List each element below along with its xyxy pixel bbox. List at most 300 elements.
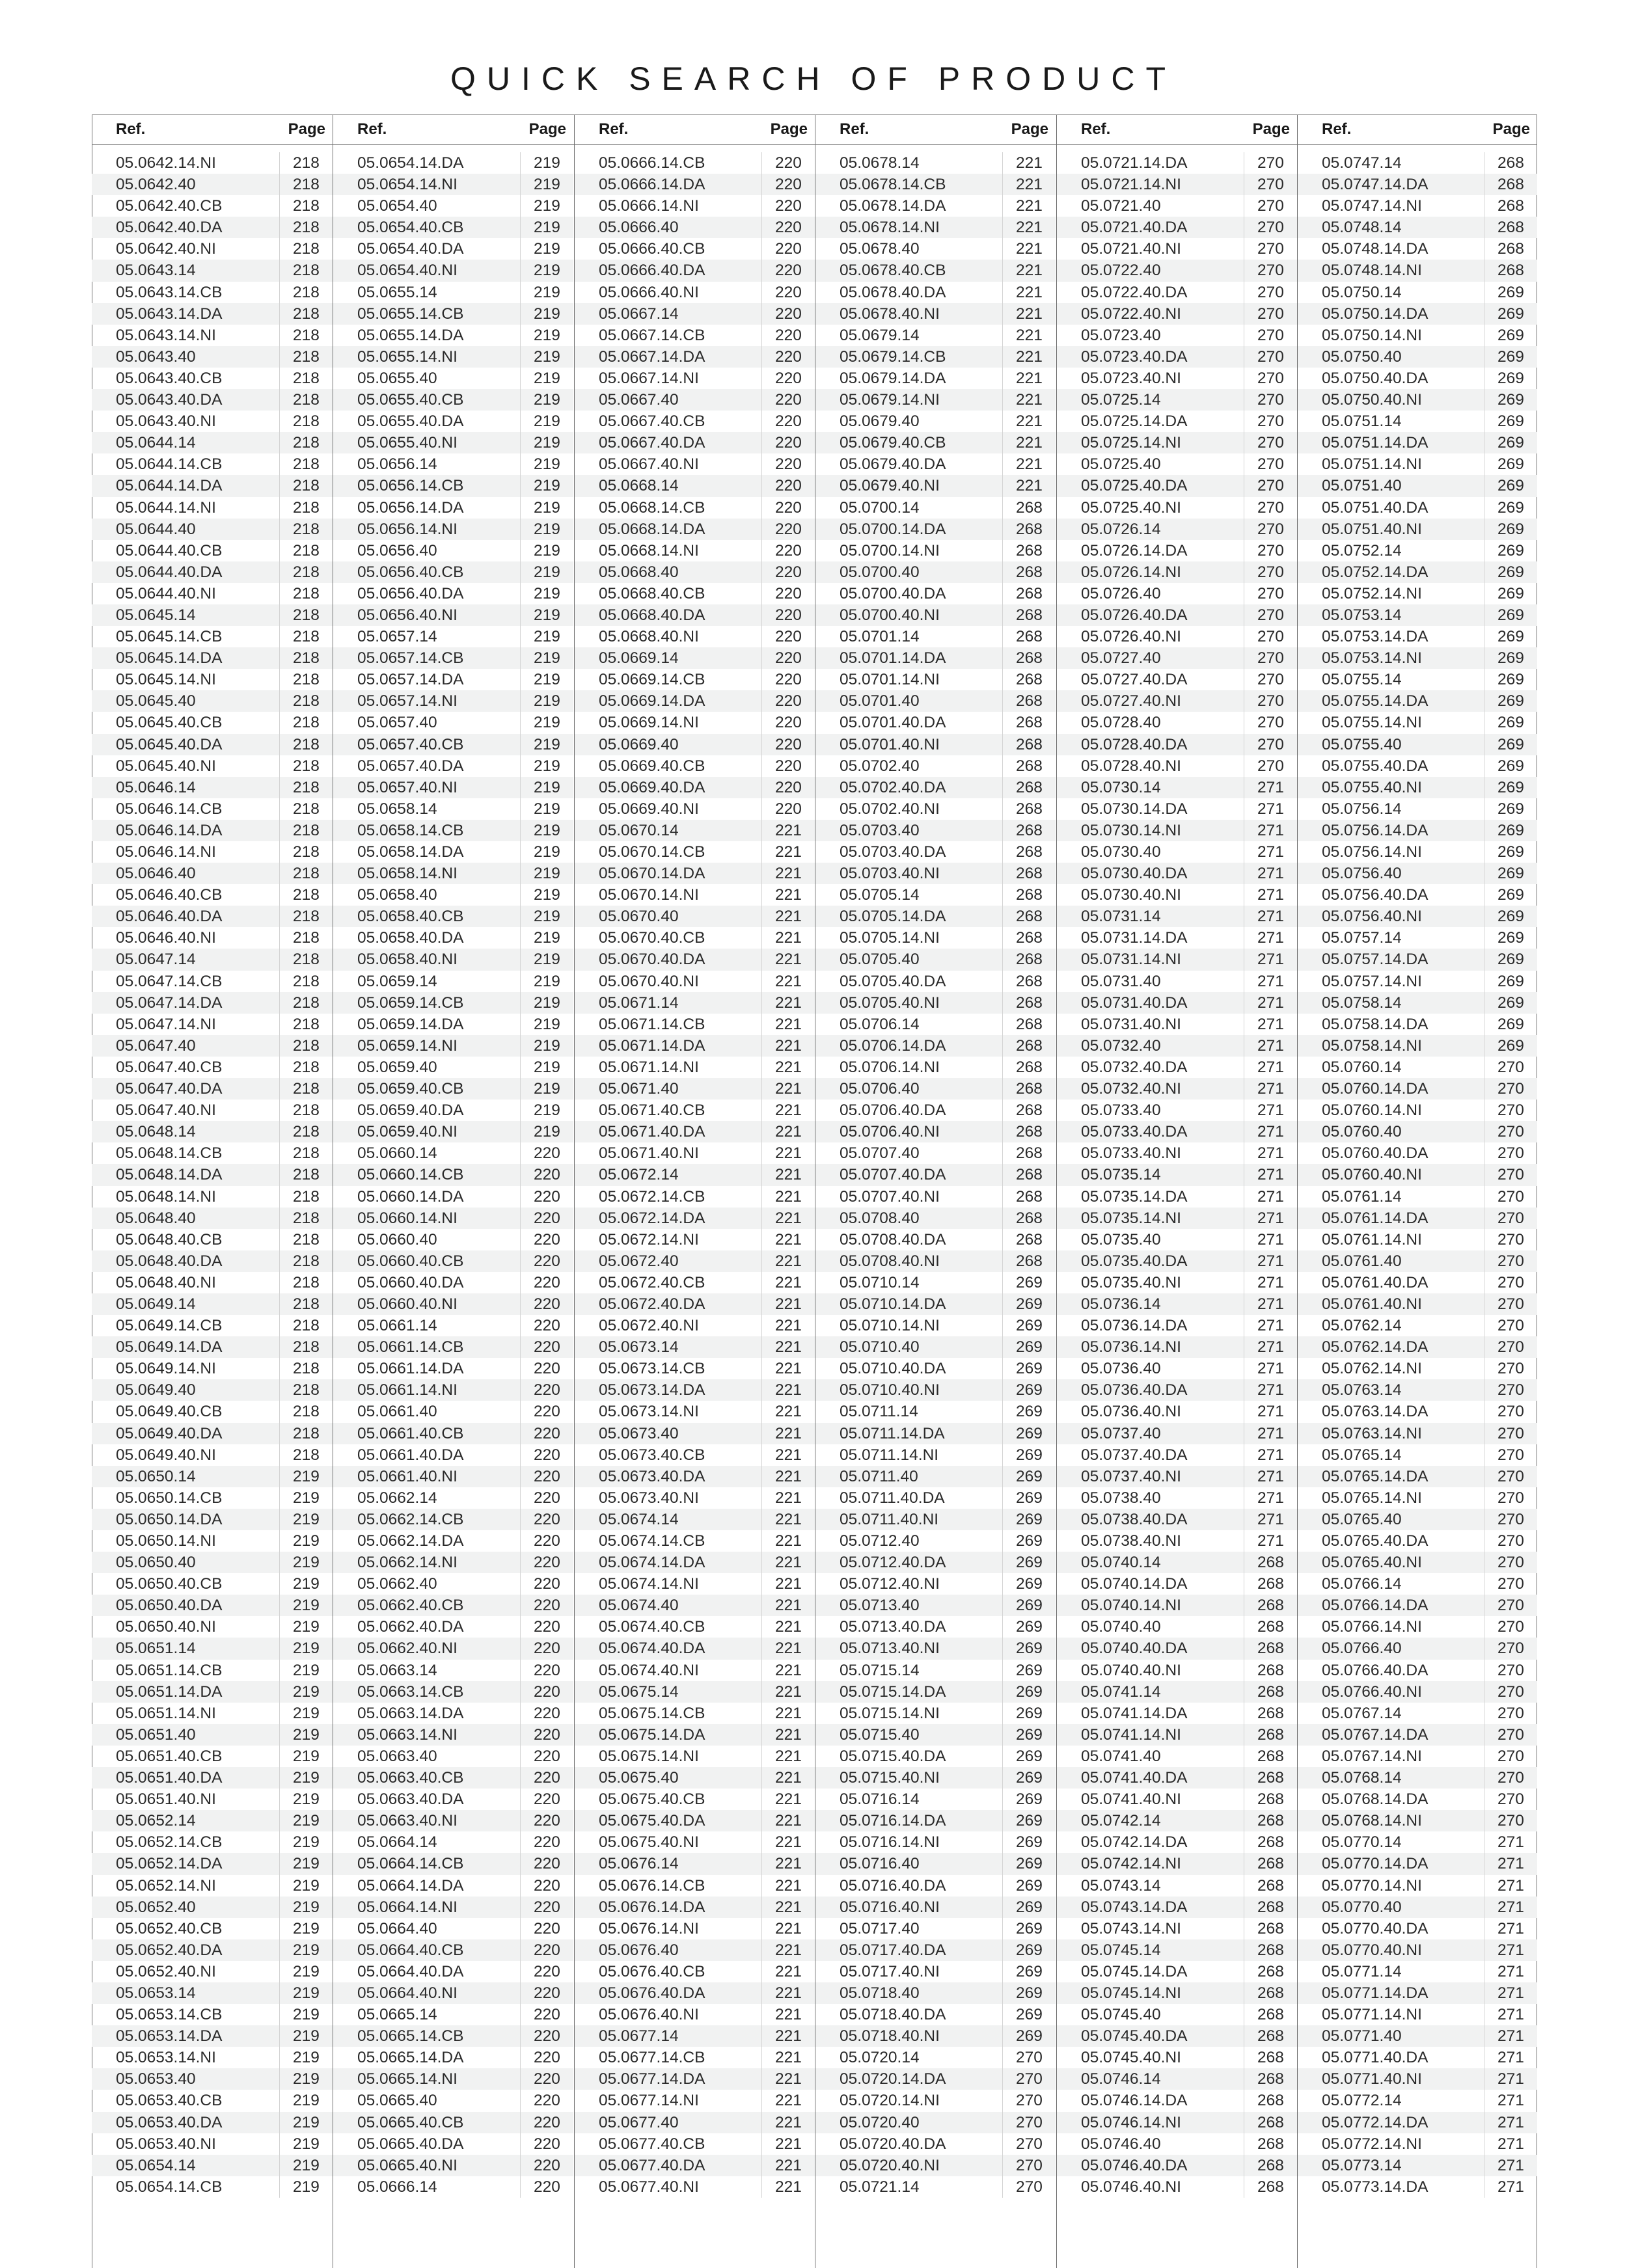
page-number: 219 xyxy=(520,540,573,561)
table-row xyxy=(575,2047,815,2068)
table-row xyxy=(1057,1982,1297,2004)
page-number: 220 xyxy=(761,734,815,755)
page-number: 270 xyxy=(1244,368,1297,389)
table-row xyxy=(333,1078,573,1100)
table-row xyxy=(333,2176,573,2198)
page-number: 269 xyxy=(1484,1014,1537,1035)
page-number: 221 xyxy=(1002,432,1056,453)
table-row xyxy=(333,561,573,583)
ref-code: 05.0735.14.NI xyxy=(1081,1209,1181,1227)
ref-code: 05.0717.40 xyxy=(840,1919,920,1937)
table-row xyxy=(815,1616,1056,1638)
page-number: 221 xyxy=(761,2176,815,2198)
page-number: 270 xyxy=(1002,2090,1056,2111)
table-row xyxy=(1298,2047,1537,2068)
table-row xyxy=(92,669,333,690)
page-number: 270 xyxy=(1244,734,1297,755)
table-row xyxy=(575,217,815,238)
table-row xyxy=(815,2176,1056,2198)
ref-code: 05.0646.40 xyxy=(116,865,196,883)
ref-code: 05.0765.14.NI xyxy=(1322,1489,1422,1507)
ref-code: 05.0658.40.NI xyxy=(357,951,458,969)
table-row xyxy=(575,1509,815,1530)
page-number: 269 xyxy=(1484,669,1537,690)
table-row xyxy=(1057,841,1297,863)
page-number: 268 xyxy=(1244,1810,1297,1831)
page-number: 220 xyxy=(761,346,815,368)
page-number: 271 xyxy=(1484,2112,1537,2133)
page-number: 270 xyxy=(1484,1746,1537,1767)
page-number: 221 xyxy=(761,1100,815,1121)
page-number: 269 xyxy=(1002,1789,1056,1810)
page-number: 220 xyxy=(761,669,815,690)
ref-code: 05.0705.14.NI xyxy=(840,929,940,947)
page-number: 219 xyxy=(520,1078,573,1100)
page-number: 221 xyxy=(761,1466,815,1487)
page-number: 271 xyxy=(1484,2047,1537,2068)
ref-code: 05.0725.14.DA xyxy=(1081,412,1188,431)
table-row xyxy=(92,841,333,863)
column-rows xyxy=(575,152,815,2198)
table-row xyxy=(575,1660,815,1681)
page-number: 269 xyxy=(1002,1552,1056,1573)
page-number: 218 xyxy=(279,734,333,755)
ref-code: 05.0761.14.NI xyxy=(1322,1230,1422,1249)
table-row xyxy=(1057,346,1297,368)
table-row xyxy=(1057,540,1297,561)
page-number: 221 xyxy=(761,1961,815,1982)
ref-code: 05.0645.40.CB xyxy=(116,714,223,732)
table-row xyxy=(333,346,573,368)
page-number: 268 xyxy=(1002,1121,1056,1142)
ref-code: 05.0711.14.NI xyxy=(840,1446,939,1464)
ref-code: 05.0648.14 xyxy=(116,1123,196,1141)
ref-code: 05.0736.40.NI xyxy=(1081,1403,1181,1421)
table-row xyxy=(92,1250,333,1272)
ref-code: 05.0760.40 xyxy=(1322,1123,1402,1141)
ref-code: 05.0672.14.NI xyxy=(599,1230,699,1249)
ref-code: 05.0672.40.NI xyxy=(599,1317,699,1335)
page-number: 220 xyxy=(520,1250,573,1272)
page-number: 221 xyxy=(761,1573,815,1595)
table-row xyxy=(333,1552,573,1573)
table-row xyxy=(575,561,815,583)
page-number: 268 xyxy=(1002,1250,1056,1272)
table-row xyxy=(92,1078,333,1100)
page-number: 219 xyxy=(520,992,573,1014)
ref-code: 05.0673.14.DA xyxy=(599,1381,705,1399)
table-row xyxy=(1298,453,1537,475)
table-row xyxy=(1057,669,1297,690)
ref-code: 05.0655.40.CB xyxy=(357,391,464,409)
ref-code: 05.0658.14.NI xyxy=(357,865,458,883)
page-number: 218 xyxy=(279,992,333,1014)
table-row xyxy=(333,1638,573,1659)
table-row xyxy=(1057,1229,1297,1250)
page-number: 268 xyxy=(1002,626,1056,647)
page-number: 270 xyxy=(1484,1509,1537,1530)
table-row xyxy=(575,1961,815,1982)
ref-code: 05.0770.14.DA xyxy=(1322,1855,1429,1873)
table-row xyxy=(1298,1703,1537,1724)
page-number: 268 xyxy=(1244,2112,1297,2133)
ref-code: 05.0772.14.NI xyxy=(1322,2135,1422,2153)
page-number: 221 xyxy=(1002,325,1056,346)
table-row xyxy=(1298,1229,1537,1250)
ref-code: 05.0674.14 xyxy=(599,1510,679,1528)
page-number: 271 xyxy=(1244,971,1297,992)
page-number: 268 xyxy=(1244,1982,1297,2004)
ref-code: 05.0720.40 xyxy=(840,2113,920,2131)
page-number: 270 xyxy=(1484,1379,1537,1401)
table-row xyxy=(1298,884,1537,906)
ref-code: 05.0652.40 xyxy=(116,1898,196,1916)
page-number: 270 xyxy=(1484,1552,1537,1573)
page-number: 218 xyxy=(279,1014,333,1035)
table-row xyxy=(575,2155,815,2176)
page-number: 270 xyxy=(1244,217,1297,238)
table-row xyxy=(575,1875,815,1897)
ref-code: 05.0707.40.NI xyxy=(840,1187,940,1206)
page-number: 220 xyxy=(520,1703,573,1724)
table-row xyxy=(1298,1336,1537,1358)
ref-code: 05.0650.40.NI xyxy=(116,1618,216,1636)
page-number: 221 xyxy=(761,927,815,949)
page-number: 268 xyxy=(1002,497,1056,519)
ref-code: 05.0674.40 xyxy=(599,1597,679,1615)
table-row xyxy=(575,1595,815,1616)
ref-code: 05.0748.14.DA xyxy=(1322,240,1429,258)
table-row xyxy=(1298,1660,1537,1681)
table-row xyxy=(575,238,815,260)
table-row xyxy=(333,1444,573,1466)
page-number: 268 xyxy=(1002,1057,1056,1078)
ref-code: 05.0707.40.DA xyxy=(840,1166,946,1184)
page-number: 269 xyxy=(1002,1530,1056,1552)
page-number: 219 xyxy=(279,1530,333,1552)
page-number: 218 xyxy=(279,1315,333,1336)
ref-code: 05.0648.14.CB xyxy=(116,1144,223,1163)
ref-code: 05.0722.40.NI xyxy=(1081,304,1181,323)
page-number: 271 xyxy=(1244,1208,1297,1229)
page-number: 270 xyxy=(1002,2068,1056,2090)
page-number: 220 xyxy=(520,2090,573,2111)
page-number: 218 xyxy=(279,1250,333,1272)
table-row xyxy=(333,238,573,260)
table-row xyxy=(92,1186,333,1208)
table-row xyxy=(92,1897,333,1918)
table-row xyxy=(575,453,815,475)
ref-code: 05.0700.14 xyxy=(840,498,920,517)
ref-code: 05.0646.14.DA xyxy=(116,821,223,839)
table-row xyxy=(1298,798,1537,820)
table-row xyxy=(815,1293,1056,1315)
table-row xyxy=(575,1573,815,1595)
ref-code: 05.0679.14 xyxy=(840,326,920,344)
ref-code: 05.0745.40 xyxy=(1081,2006,1161,2024)
page-number: 269 xyxy=(1484,604,1537,626)
page-number: 219 xyxy=(279,1703,333,1724)
ref-code: 05.0750.14.NI xyxy=(1322,326,1422,344)
table-row xyxy=(1057,1875,1297,1897)
page-number: 221 xyxy=(761,1810,815,1831)
table-row xyxy=(575,1164,815,1185)
table-row xyxy=(575,2025,815,2047)
page-number: 221 xyxy=(761,820,815,841)
page-number: 270 xyxy=(1002,2133,1056,2155)
ref-code: 05.0703.40 xyxy=(840,821,920,839)
table-row xyxy=(1298,755,1537,777)
page-number: 221 xyxy=(761,2133,815,2155)
table-row xyxy=(92,1379,333,1401)
page-number: 221 xyxy=(761,992,815,1014)
table-row xyxy=(815,1466,1056,1487)
page-number: 218 xyxy=(279,152,333,174)
ref-code: 05.0666.40.DA xyxy=(599,262,705,280)
page-number: 270 xyxy=(1244,712,1297,733)
ref-code: 05.0654.14.NI xyxy=(357,176,458,194)
ref-code: 05.0755.14 xyxy=(1322,671,1402,689)
page-number: 270 xyxy=(1484,1401,1537,1422)
page-number: 270 xyxy=(1484,1142,1537,1164)
page-number: 218 xyxy=(279,238,333,260)
table-row xyxy=(575,1423,815,1444)
table-row xyxy=(1298,2112,1537,2133)
page-number: 218 xyxy=(279,669,333,690)
ref-code: 05.0678.40 xyxy=(840,240,920,258)
page-number: 269 xyxy=(1002,1293,1056,1315)
page-number: 221 xyxy=(1002,217,1056,238)
page-number: 269 xyxy=(1002,1358,1056,1379)
page-number: 271 xyxy=(1484,1982,1537,2004)
page-number: 221 xyxy=(761,2090,815,2111)
table-row xyxy=(815,1703,1056,1724)
page-number: 269 xyxy=(1002,1724,1056,1746)
ref-code: 05.0670.40.CB xyxy=(599,929,705,947)
page-number: 270 xyxy=(1244,303,1297,325)
ref-code: 05.0671.40.DA xyxy=(599,1123,705,1141)
ref-code: 05.0736.14.DA xyxy=(1081,1317,1188,1335)
page-number: 219 xyxy=(520,820,573,841)
ref-code: 05.0671.14 xyxy=(599,993,679,1012)
ref-code: 05.0755.14.DA xyxy=(1322,692,1429,710)
page-number: 218 xyxy=(279,260,333,281)
table-row xyxy=(92,1789,333,1810)
ref-code: 05.0657.40 xyxy=(357,714,437,732)
page-title: QUICK SEARCH OF PRODUCT xyxy=(450,61,1177,97)
table-row xyxy=(92,152,333,174)
ref-code: 05.0710.40.NI xyxy=(840,1381,940,1399)
ref-code: 05.0672.14 xyxy=(599,1166,679,1184)
ref-code: 05.0642.40 xyxy=(116,176,196,194)
table-row xyxy=(1057,1746,1297,1767)
ref-code: 05.0733.40.NI xyxy=(1081,1144,1181,1163)
page-number: 219 xyxy=(520,798,573,820)
ref-code: 05.0700.14.DA xyxy=(840,520,946,538)
page-number: 271 xyxy=(1244,1035,1297,1057)
table-row xyxy=(815,540,1056,561)
table-row xyxy=(575,1789,815,1810)
page-header: Page xyxy=(528,120,566,138)
ref-code: 05.0725.40.DA xyxy=(1081,477,1188,495)
table-row xyxy=(333,1014,573,1035)
table-row xyxy=(1057,195,1297,217)
table-row xyxy=(1298,325,1537,346)
ref-code: 05.0656.40.DA xyxy=(357,584,464,602)
column-rows xyxy=(1057,152,1297,2198)
page-number: 271 xyxy=(1244,777,1297,798)
page-number: 268 xyxy=(1244,1724,1297,1746)
table-row xyxy=(92,1423,333,1444)
table-row xyxy=(333,798,573,820)
table-row xyxy=(1057,2155,1297,2176)
ref-code: 05.0661.14.DA xyxy=(357,1360,464,1378)
table-row xyxy=(92,1100,333,1121)
ref-code: 05.0701.40.NI xyxy=(840,735,940,753)
ref-code: 05.0771.40.NI xyxy=(1322,2070,1422,2088)
ref-code: 05.0642.40.DA xyxy=(116,219,223,237)
ref-code: 05.0669.14.NI xyxy=(599,714,699,732)
ref-code: 05.0662.40.NI xyxy=(357,1640,458,1658)
ref-code: 05.0732.40.DA xyxy=(1081,1058,1188,1076)
ref-code: 05.0761.14.DA xyxy=(1322,1209,1429,1227)
page-number: 270 xyxy=(1244,389,1297,411)
table-row xyxy=(575,195,815,217)
table-row xyxy=(575,303,815,325)
table-row xyxy=(575,1336,815,1358)
ref-code: 05.0676.14.CB xyxy=(599,1876,705,1895)
page-number: 271 xyxy=(1244,1057,1297,1078)
page-number: 270 xyxy=(1484,1487,1537,1509)
page-number: 218 xyxy=(279,949,333,970)
table-row xyxy=(1298,174,1537,195)
table-row xyxy=(1298,583,1537,604)
page-number: 221 xyxy=(761,1014,815,1035)
table-row xyxy=(333,1746,573,1767)
ref-code: 05.0679.40.DA xyxy=(840,455,946,474)
ref-code: 05.0755.14.NI xyxy=(1322,714,1422,732)
ref-code: 05.0651.14.DA xyxy=(116,1682,223,1701)
ref-code: 05.0702.40.DA xyxy=(840,778,946,796)
table-row xyxy=(333,604,573,626)
page-number: 219 xyxy=(520,453,573,475)
ref-code: 05.0712.40.DA xyxy=(840,1554,946,1572)
index-column xyxy=(574,115,815,2268)
ref-code: 05.0650.40.CB xyxy=(116,1575,223,1593)
page-number: 220 xyxy=(761,647,815,669)
ref-code: 05.0733.40.DA xyxy=(1081,1123,1188,1141)
ref-code: 05.0665.14.DA xyxy=(357,2049,464,2067)
ref-code: 05.0745.40.DA xyxy=(1081,2027,1188,2045)
page-number: 268 xyxy=(1244,1767,1297,1789)
table-row xyxy=(575,1035,815,1057)
table-row xyxy=(1298,1789,1537,1810)
table-row xyxy=(815,906,1056,927)
ref-code: 05.0721.14.DA xyxy=(1081,154,1188,172)
table-row xyxy=(575,540,815,561)
table-row xyxy=(92,1466,333,1487)
page-number: 269 xyxy=(1484,863,1537,884)
table-row xyxy=(575,282,815,303)
table-row xyxy=(92,1509,333,1530)
page-number: 270 xyxy=(1484,1681,1537,1703)
ref-code: 05.0650.14.NI xyxy=(116,1532,216,1550)
page-number: 269 xyxy=(1484,820,1537,841)
page-number: 269 xyxy=(1002,1616,1056,1638)
page-number: 218 xyxy=(279,389,333,411)
page-number: 219 xyxy=(520,647,573,669)
ref-code: 05.0651.14.NI xyxy=(116,1704,216,1722)
table-row xyxy=(333,1121,573,1142)
page-number: 219 xyxy=(520,303,573,325)
table-row xyxy=(1298,1186,1537,1208)
ref-code: 05.0675.40.DA xyxy=(599,1812,705,1830)
ref-code: 05.0647.14.DA xyxy=(116,993,223,1012)
ref-code: 05.0751.40.NI xyxy=(1322,520,1422,538)
ref-code: 05.0770.14.NI xyxy=(1322,1876,1422,1895)
page-number: 271 xyxy=(1484,1939,1537,1961)
page-number: 219 xyxy=(279,1897,333,1918)
ref-code: 05.0740.40 xyxy=(1081,1618,1161,1636)
page-number: 220 xyxy=(520,1724,573,1746)
ref-code: 05.0701.14.DA xyxy=(840,649,946,668)
table-row xyxy=(1057,1186,1297,1208)
ref-code: 05.0735.40 xyxy=(1081,1230,1161,1249)
table-row xyxy=(1057,971,1297,992)
table-row xyxy=(1298,626,1537,647)
table-row xyxy=(575,2176,815,2198)
table-row xyxy=(1057,1466,1297,1487)
table-row xyxy=(333,777,573,798)
table-row xyxy=(815,798,1056,820)
ref-code: 05.0676.40.DA xyxy=(599,1984,705,2002)
ref-code: 05.0741.14 xyxy=(1081,1682,1161,1701)
table-row xyxy=(1057,2090,1297,2111)
table-row xyxy=(815,2025,1056,2047)
ref-code: 05.0721.14.NI xyxy=(1081,176,1181,194)
table-row xyxy=(92,1810,333,1831)
page-header: Page xyxy=(770,120,808,138)
ref-code: 05.0721.14 xyxy=(840,2178,920,2196)
page-number: 219 xyxy=(279,1875,333,1897)
ref-code: 05.0657.14.NI xyxy=(357,692,458,710)
page-number: 270 xyxy=(1244,497,1297,519)
table-row xyxy=(575,841,815,863)
ref-code: 05.0664.40.NI xyxy=(357,1984,458,2002)
ref-code: 05.0727.40.DA xyxy=(1081,671,1188,689)
table-row xyxy=(575,1057,815,1078)
table-row xyxy=(815,1853,1056,1874)
page-number: 270 xyxy=(1484,1703,1537,1724)
table-row xyxy=(815,777,1056,798)
ref-code: 05.0705.40 xyxy=(840,951,920,969)
ref-code: 05.0731.40.NI xyxy=(1081,1015,1181,1033)
table-row xyxy=(1057,647,1297,669)
page-number: 219 xyxy=(279,1918,333,1939)
page-number: 219 xyxy=(520,604,573,626)
page-number: 270 xyxy=(1484,1767,1537,1789)
table-row xyxy=(1298,669,1537,690)
ref-code: 05.0720.40.DA xyxy=(840,2135,946,2153)
table-row xyxy=(575,1638,815,1659)
table-row xyxy=(92,1982,333,2004)
table-row xyxy=(333,1164,573,1185)
page-number: 219 xyxy=(520,712,573,733)
ref-code: 05.0757.14 xyxy=(1322,929,1402,947)
table-row xyxy=(575,1746,815,1767)
page-number: 268 xyxy=(1484,217,1537,238)
table-row xyxy=(333,2047,573,2068)
